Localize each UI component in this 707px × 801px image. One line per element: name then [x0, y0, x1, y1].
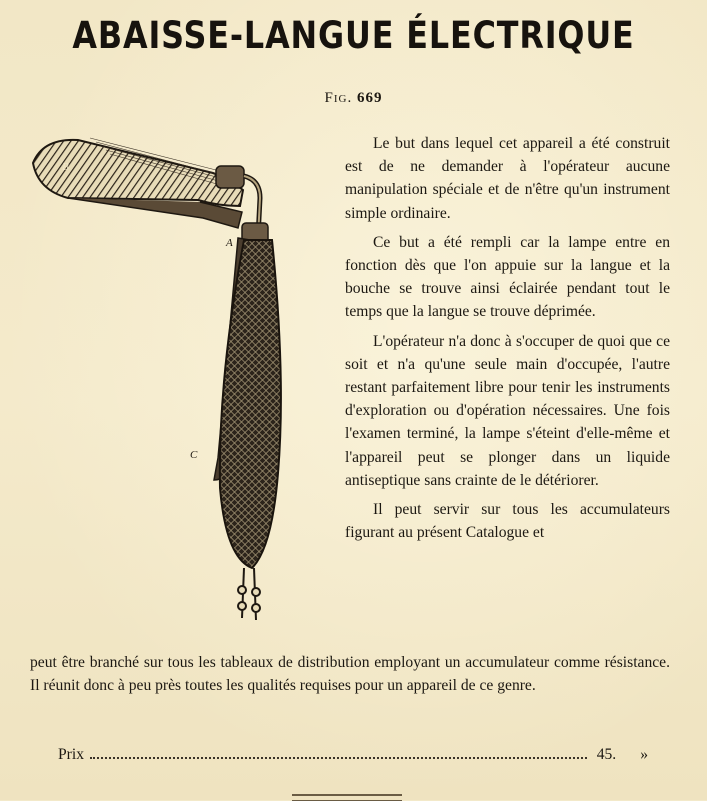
paragraph: Le but dans lequel cet appareil a été construit est de ne demander à l'opérateur aucune manipulation spéciale et de n'être qu'un instrument simple ordinaire.: [345, 135, 670, 222]
paragraph: Ce but a été rempli car la lampe entre en fonction dès que l'on appuie sur la langue et la bouche se trouve ainsi éclairée pendant tout le temps que la langue se trouve déprimée.: [345, 233, 670, 321]
wide-paragraph: peut être branché sur tous les tableaux de distribution employant un accumulateur comme résistance. Il réunit donc à peu près toutes les qualités requises pour un appareil de ce genre.: [30, 654, 670, 695]
label-c: C: [190, 449, 198, 461]
handle: [220, 240, 281, 568]
price-value: 45.: [596, 746, 617, 763]
price-suffix: »: [640, 746, 648, 763]
figure-label: Fig.: [324, 90, 353, 106]
figure-caption: [0, 90, 707, 107]
label-b: B: [62, 161, 69, 173]
label-a: A: [226, 237, 233, 249]
lamp-socket: [216, 166, 244, 188]
price-line: [58, 746, 648, 764]
description-column: [345, 132, 670, 550]
cord: [238, 568, 260, 620]
tongue-depressor-illustration: [28, 128, 318, 638]
price-label: Prix: [58, 746, 84, 763]
paragraph: L'opérateur n'a donc à s'occuper de quoi que ce soit et n'a qu'une seule main d'occupée, l'autre restant parfaitement libre pour tenir les instruments d'exploration ou d'opération nécessaires. Une fois l'examen terminé, la lampe s'éteint d'elle-même et l'appareil peut se plonger dans un liquide antiseptique sans crainte de le détériorer.: [345, 332, 670, 489]
figure-number: 669: [356, 90, 383, 106]
leader-dots: [90, 757, 587, 759]
paragraph: Il peut servir sur tous les accumulateurs figurant au présent Catalogue et: [345, 501, 670, 542]
page-title: ABAISSE-LANGUE ÉLECTRIQUE: [72, 14, 635, 57]
